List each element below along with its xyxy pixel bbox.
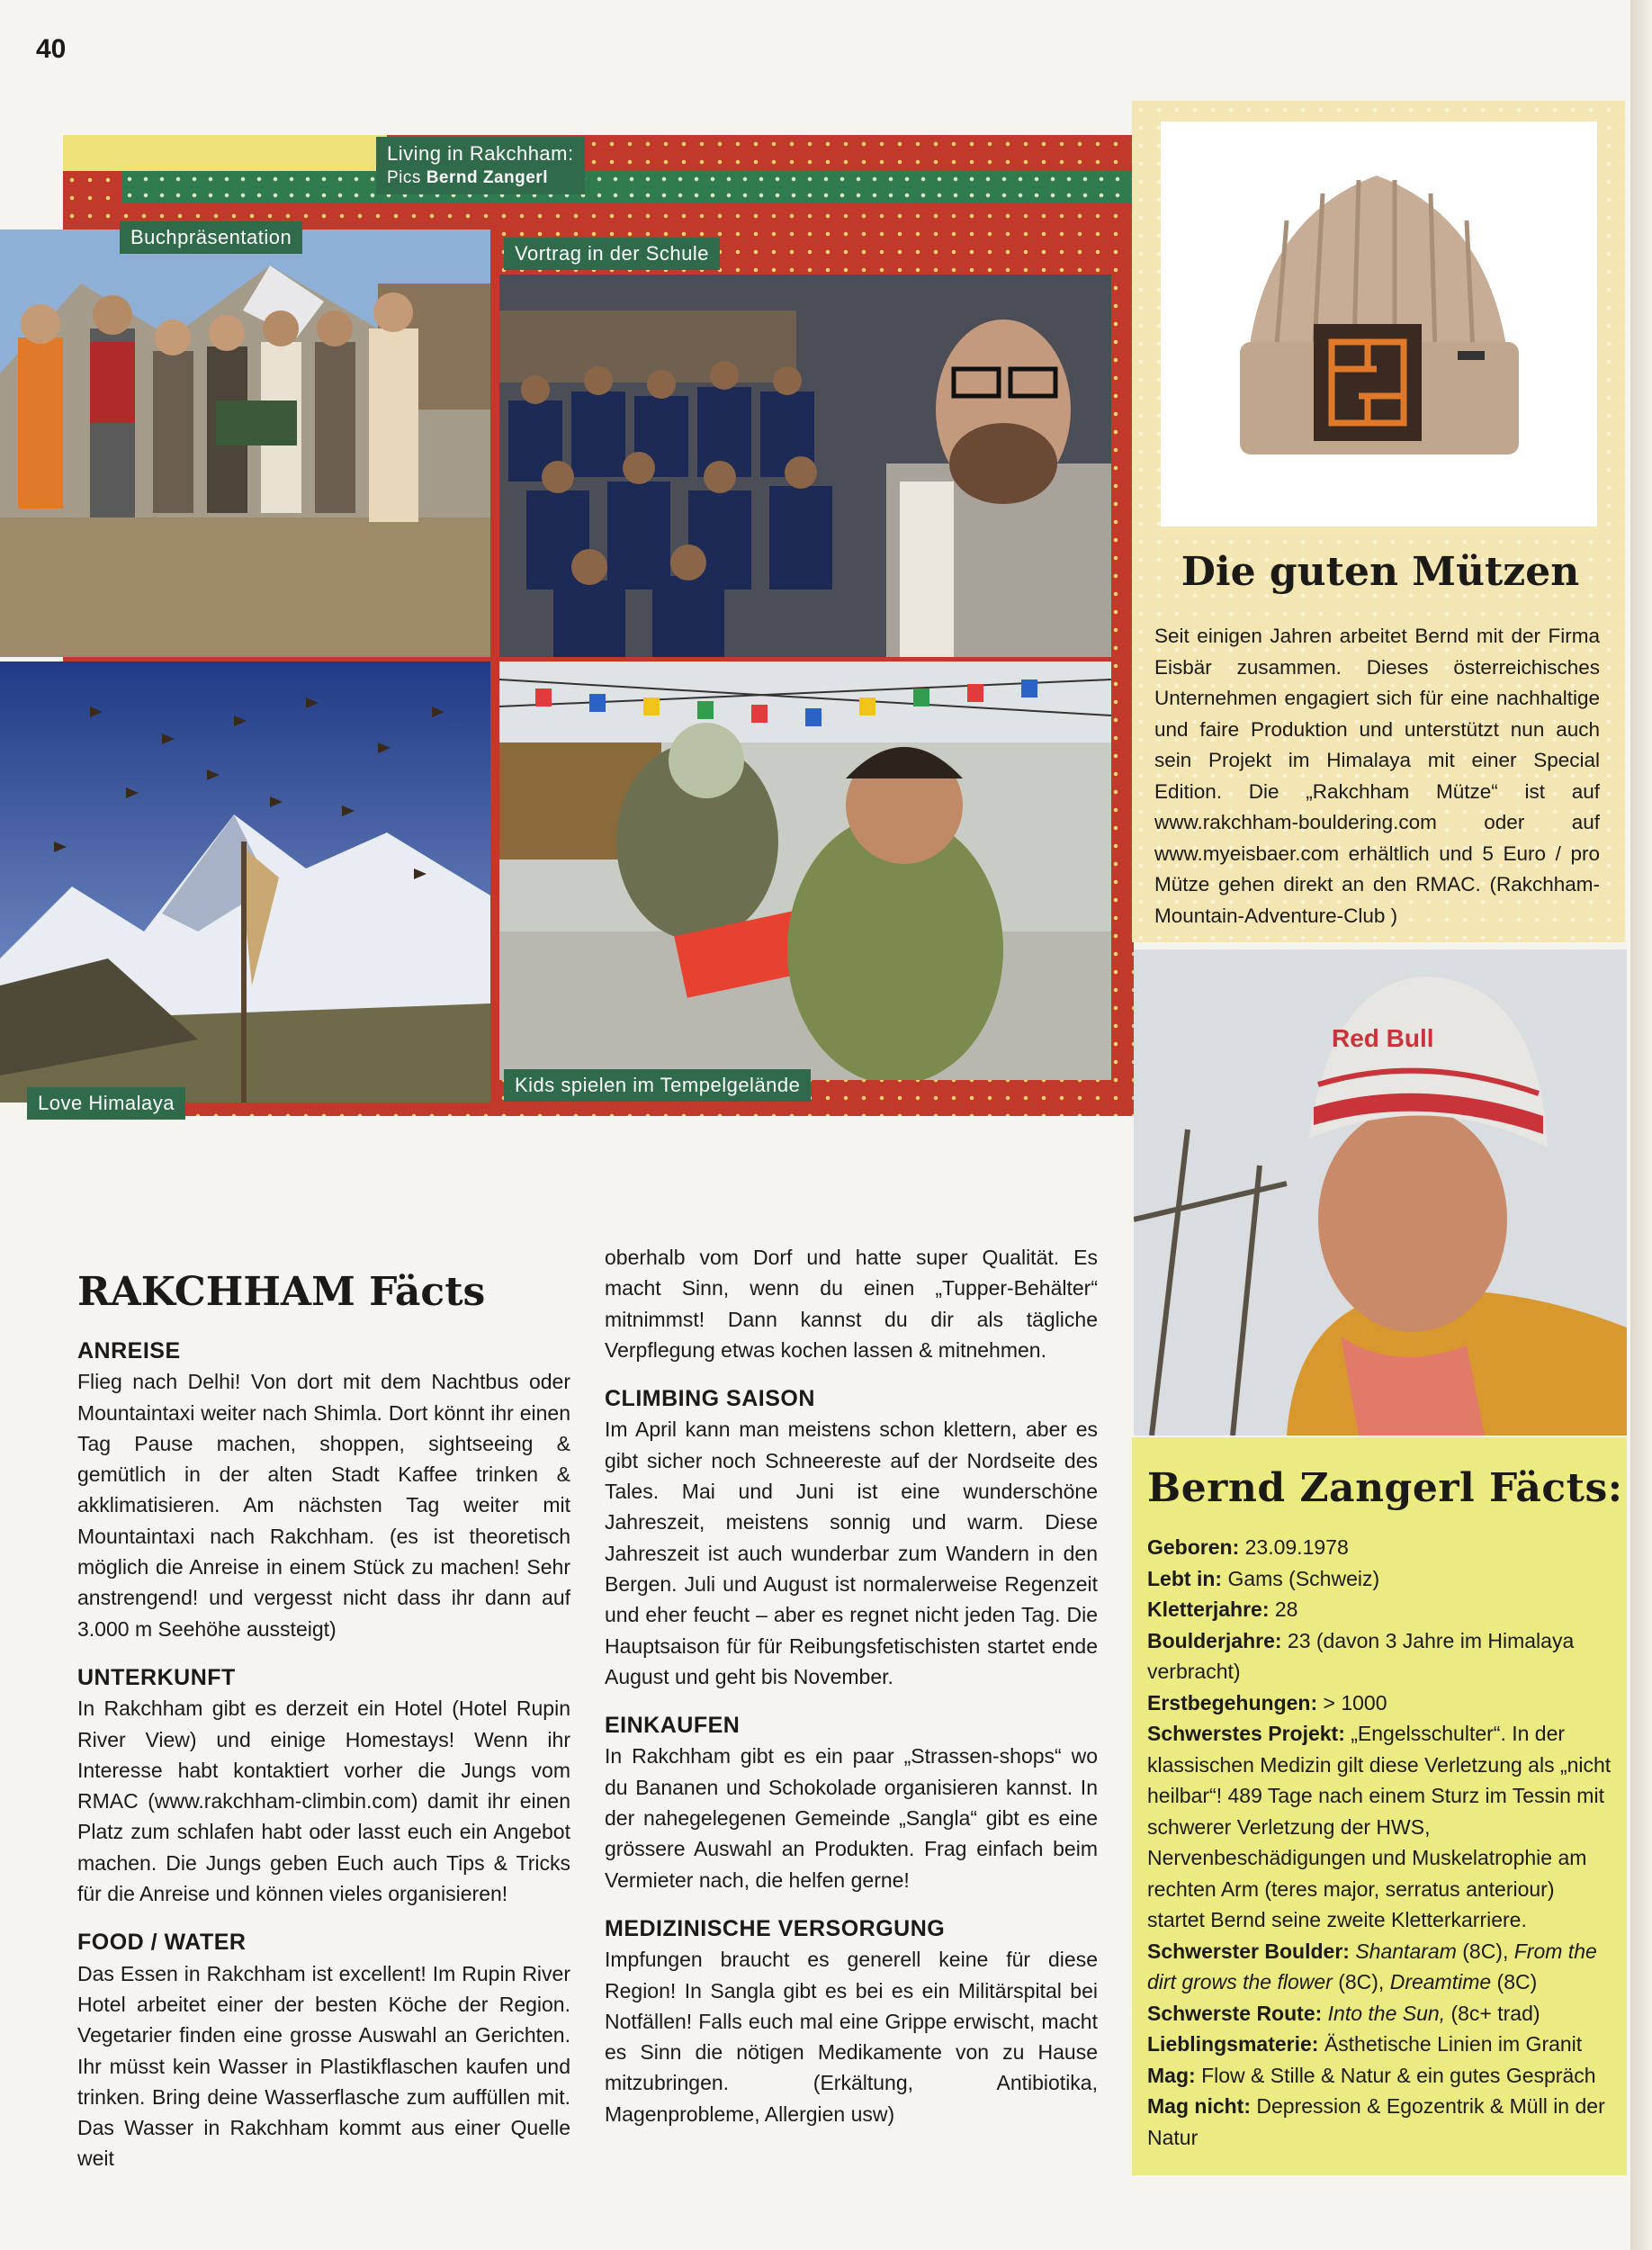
text-food: Das Essen in Rakchham ist excellent! Im Rupin River Hotel arbeitet einer der besten Köche der Region. Vegetarier finden eine grosse Auswahl an Gerichten. Ihr müsst kein Wasser in Plastikflaschen kaufen und trinken. Bring deine Wasserflasche zum auffüllen mit. Das Wasser in Rakchham kommt aus einer Quelle weit [77,1961,570,2171]
fact-dislikes: Mag nicht: Depression & Egozentrik & Müll in der Natur [1147,2094,1605,2149]
bz-facts-list [1147,1532,1615,2153]
hat-title: Die guten Mützen [1181,549,1580,595]
heading-medizin: MEDIZINISCHE VERSORGUNG [605,1915,946,1941]
collage-yellow-band [63,135,387,171]
hat-text: Seit einigen Jahren arbeitet Bernd mit der Firma Eisbär zusammen. Dieses österreichisches Unternehmen engagiert sich für eine nachhaltige und faire Produktion und unterstützt nun auch sein Projekt im Himalaya mit einer Special Edition. Die „Rakchham Mütze“ ist auf www.rakchham-bouldering.com oder auf www.myeisbaer.com erhältlich und 5 Euro / pro Mütze gehen direkt an den RMAC. (Rakchham-Mountain-Adventure-Club ) [1154,625,1600,927]
fact-likes: Mag: Flow & Stille & Natur & ein gutes Gespräch [1147,2063,1596,2087]
article-title: RAKCHHAM Fäcts [77,1269,486,1315]
heading-climbing: CLIMBING SAISON [605,1386,815,1412]
caption-kids-temple: Kids spielen im Tempelgelände [504,1069,811,1102]
caption-book-presentation: Buchpräsentation [120,221,302,254]
hat-photo [1161,122,1597,526]
article-column-2 [605,1242,1098,2147]
fact-climb-years: Kletterjahre: 28 [1147,1598,1298,1621]
fact-lives: Lebt in: Gams (Schweiz) [1147,1566,1380,1590]
photo-book-presentation [0,230,490,657]
collage-green-band [121,171,1134,203]
caption-school-talk: Vortrag in der Schule [504,238,720,270]
collage-header-tag [376,137,585,194]
text-medizin: Impfungen braucht es generell keine für diese Region! In Sangla gibt es bei es ein Militärspital bei Notfällen! Falls euch mal eine Grippe erwischt, macht es Sinn die nötigen Medikamente von zu Hause mitzubringen. (Erkältung, Antibiotika, Magenprobleme, Allergien usw) [605,1948,1098,2126]
text-food-continued: oberhalb vom Dorf und hatte super Qualität. Es macht Sinn, wenn du einen „Tupper-Behälter“ mitnimmst! Dann kannst du dir als tägliche Verpflegung etwas kochen lassen & mitnehmen. [605,1246,1098,1362]
fact-hardest-route: Schwerste Route: Into the Sun, (8c+ trad) [1147,2001,1540,2025]
fact-boulder-years: Boulderjahre: 23 (davon 3 Jahre im Himalaya verbracht) [1147,1628,1575,1683]
heading-food: FOOD / WATER [77,1930,247,1956]
fact-hardest-boulder: Schwerster Boulder: Shantaram (8C), From the dirt grows the flower (8C), Dreamtime (8C) [1147,1939,1597,1994]
caption-love-himalaya: Love Himalaya [27,1087,185,1120]
bz-facts-title: Bernd Zangerl Fäcts: [1147,1465,1623,1511]
heading-anreise: ANREISE [77,1338,181,1364]
heading-unterkunft: UNTERKUNFT [77,1664,236,1690]
collage-header-line1: Living in Rakchham: [387,142,574,165]
heading-einkaufen: EINKAUFEN [605,1713,741,1739]
fact-favorite: Lieblingsmaterie: Ästhetische Linien im Granit [1147,2032,1583,2056]
collage-header-pics: Pics [387,168,421,187]
photo-himalaya [0,662,490,1102]
fact-born: Geboren: 23.09.1978 [1147,1535,1349,1559]
fact-hardest-project: Schwerstes Projekt: „Engelsschulter“. In der klassischen Medizin gilt diese Verletzung als „nicht heilbar“! 489 Tage nach einem Sturz im Tessin mit schwerer Verletzung der HWS, Nervenbeschädigungen und Muskelatrophie am rechten Arm (teres major, serratus anteriour) startet Bernd seine zweite Kletterkarriere. [1147,1722,1612,1931]
page-edge [1630,0,1652,2250]
text-einkaufen: In Rakchham gibt es ein paar „Strassen-shops“ wo du Bananen und Schokolade organisieren kannst. In der nahegelegenen Gemeinde „Sangla“ gibt es eine grössere Auswahl an Produkten. Frag einfach beim Vermieter nach, die helfen gerne! [605,1744,1098,1892]
photo-school-talk [499,274,1111,657]
text-unterkunft: In Rakchham gibt es derzeit ein Hotel (Hotel Rupin River View) und einige Homestays! Wenn ihr Interesse habt kontaktiert vorher die Jungs vom RMAC (www.rakchham-climbin.com) damit ihr einen Platz zum schlafen habt oder lasst euch ein Angebot machen. Die Jungs geben Euch auch Tips & Tricks für die Anreise und können vieles organisieren! [77,1696,570,1906]
collage-header-author: Bernd Zangerl [426,168,548,187]
text-anreise: Flieg nach Delhi! Von dort mit dem Nachtbus oder Mountaintaxi weiter nach Shimla. Dort könnt ihr einen Tag Pause machen, shoppen, sightseeing & gemütlich in der alten Stadt Kaffee trinken & akklimatisieren. Am nächsten Tag weiter mit Mountaintaxi nach Rakchham. (es ist theoretisch möglich die Anreise in einem Stück zu machen! Sehr anstrengend! und vergesst nicht dass ihr dann auf 3.000 m Seehöhe aussteigt) [77,1370,570,1641]
photo-kids-temple [499,662,1111,1080]
portrait-photo [1134,950,1627,1436]
fact-first-ascents: Erstbegehungen: > 1000 [1147,1690,1387,1714]
page-number: 40 [36,34,67,64]
article-column-1 [77,1336,570,2192]
text-climbing: Im April kann man meistens schon klettern, aber es gibt sicher noch Schneereste auf der Nordseite des Tales. Mai und Juni ist eine wunderschöne Jahreszeit, meistens sonnig und warm. Diese Jahreszeit ist auch wunderbar zum Wandern in den Bergen. Juli und August ist normalerweise Regenzeit und eher feucht – aber es regnet nicht jeden Tag. Die Hauptsaison für für Reibungsfetischisten startet ende August und geht bis November. [605,1418,1098,1688]
cap-logo: Red Bull [1332,1024,1434,1052]
